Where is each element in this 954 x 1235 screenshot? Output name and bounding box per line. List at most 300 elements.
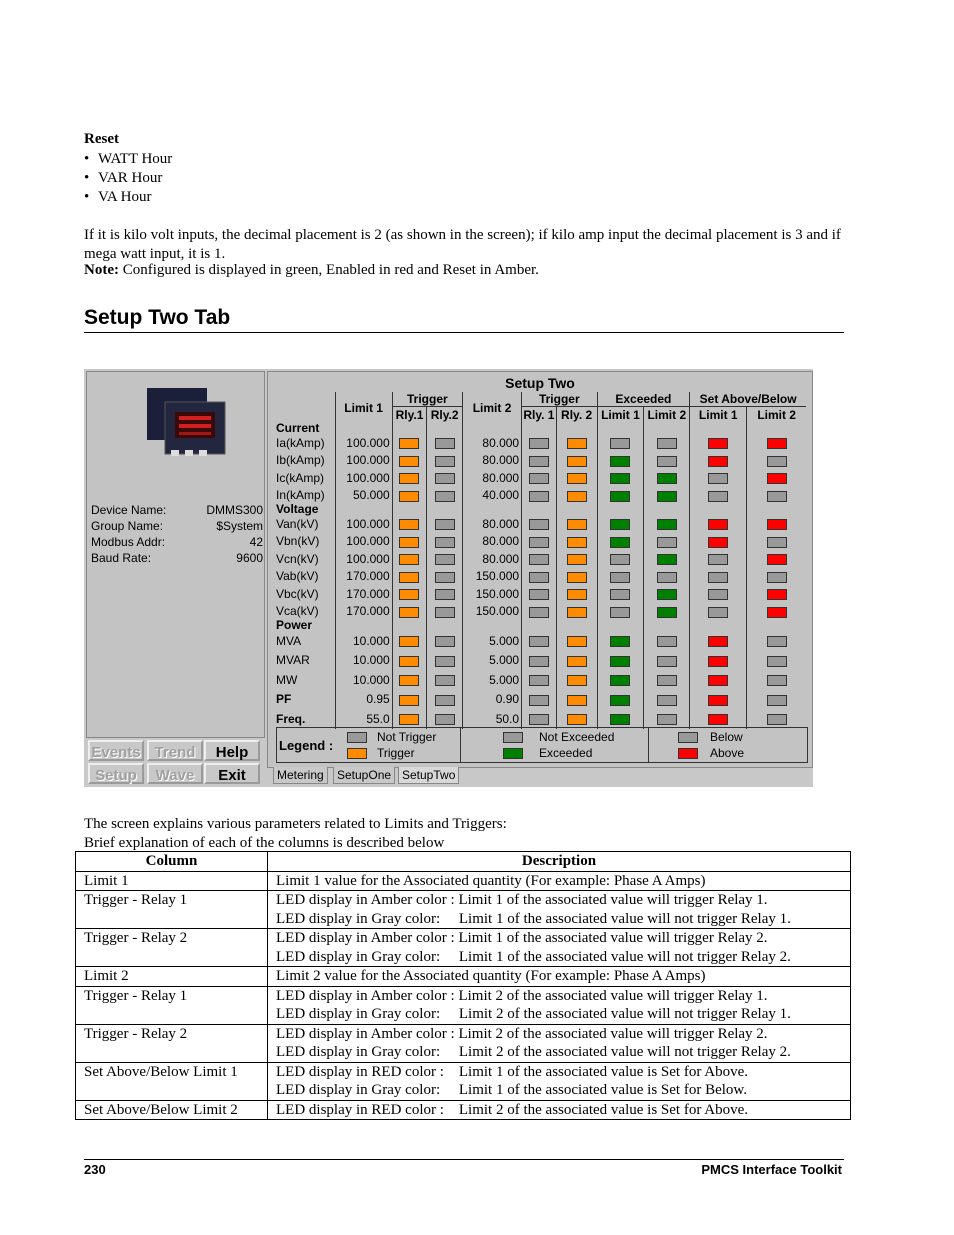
header-exc-limit2: Limit 2 [644, 407, 690, 424]
status-led [435, 695, 455, 706]
group-label: Voltage [276, 502, 319, 516]
grid-cell [462, 620, 521, 631]
row-label: MVAR [276, 653, 310, 668]
led-cell [392, 603, 427, 621]
legend-exceeded: Exceeded [539, 746, 593, 760]
table-row [76, 871, 851, 891]
limit1-value: 170.000 [335, 568, 392, 586]
description-line: LED display in Amber color : Limit 2 of the associated value will trigger Relay 1. [276, 987, 768, 1004]
status-led [610, 607, 630, 618]
header-limit1: Limit 1 [335, 392, 392, 423]
led-cell [690, 631, 747, 651]
status-led [610, 438, 630, 449]
description-line: LED display in Gray color: Limit 1 of the associated value will not trigger Relay 1. [276, 910, 791, 927]
tab-setupone[interactable]: SetupOne [333, 767, 395, 784]
status-led [610, 537, 630, 548]
status-led [708, 456, 728, 467]
row-label: Freq. [276, 711, 306, 726]
status-led [529, 607, 549, 618]
status-led [399, 554, 419, 565]
led-cell [427, 690, 463, 710]
setup-button[interactable]: Setup [88, 763, 144, 784]
footer-rule [84, 1159, 844, 1160]
led-cell [597, 434, 644, 452]
list-item: • VAR Hour [84, 169, 172, 188]
limit2-value: 50.0 [462, 709, 521, 729]
status-led [657, 491, 677, 502]
column-cell: Trigger - Relay 2 [76, 1024, 268, 1062]
led-cell [556, 631, 597, 651]
led-cell [427, 631, 463, 651]
status-led [657, 456, 677, 467]
status-led [529, 572, 549, 583]
legend-trigger: Trigger [377, 746, 415, 760]
led-cell [690, 603, 747, 621]
status-led [767, 572, 787, 583]
led-cell [747, 550, 806, 568]
row-label: In(kAmp) [276, 488, 325, 503]
limit2-value: 150.000 [462, 585, 521, 603]
status-led [399, 572, 419, 583]
legend-led-gray-3 [678, 732, 698, 743]
led-cell [690, 550, 747, 568]
status-led [708, 491, 728, 502]
description-line: LED display in Gray color: Limit 2 of the associated value will not trigger Relay 2. [276, 1044, 791, 1060]
column-cell: Trigger - Relay 1 [76, 986, 268, 1024]
led-cell [556, 603, 597, 621]
status-led [610, 519, 630, 530]
limit1-value: 10.000 [335, 670, 392, 690]
led-cell [644, 690, 690, 710]
status-led [708, 695, 728, 706]
help-button[interactable]: Help [204, 740, 260, 761]
status-led [610, 572, 630, 583]
description-cell [268, 929, 851, 967]
status-led [767, 491, 787, 502]
led-cell [597, 550, 644, 568]
status-led [767, 675, 787, 686]
legend-above: Above [710, 746, 745, 760]
description-line: LED display in Amber color : Limit 1 of the associated value will trigger Relay 2. [276, 930, 768, 946]
led-cell [556, 550, 597, 568]
grid-cell [462, 423, 521, 434]
status-led [708, 473, 728, 484]
led-cell [597, 670, 644, 690]
table-row [276, 568, 806, 586]
status-led [399, 456, 419, 467]
status-led [657, 675, 677, 686]
led-cell [747, 434, 806, 452]
status-led [567, 714, 587, 725]
status-led [529, 491, 549, 502]
status-led [767, 589, 787, 600]
legend-not-trigger: Not Trigger [377, 730, 437, 744]
led-cell [427, 550, 463, 568]
grid-cell [522, 504, 557, 515]
description-cell [268, 1100, 851, 1120]
status-led [567, 636, 587, 647]
led-cell [597, 651, 644, 671]
grid-cell [522, 620, 557, 631]
description-cell [268, 986, 851, 1024]
led-cell [392, 515, 427, 533]
limit2-value: 80.000 [462, 469, 521, 487]
description-line: LED display in Amber color : Limit 1 of the associated value will trigger Relay 1. [276, 892, 768, 908]
led-cell [644, 487, 690, 505]
status-led [399, 636, 419, 647]
status-led [529, 537, 549, 548]
grid-cell [427, 620, 463, 631]
legend-below: Below [710, 730, 743, 744]
status-led [529, 636, 549, 647]
header-trigger-1: Trigger [392, 392, 462, 407]
led-cell [747, 533, 806, 551]
grid-cell [597, 423, 644, 434]
status-led [435, 554, 455, 565]
meter-device-image [141, 382, 229, 462]
status-led [657, 473, 677, 484]
led-cell [427, 670, 463, 690]
status-led [529, 656, 549, 667]
legend-led-gray-2 [503, 732, 523, 743]
led-cell [644, 550, 690, 568]
status-led [657, 519, 677, 530]
led-cell [522, 550, 557, 568]
status-led [767, 695, 787, 706]
status-led [435, 675, 455, 686]
status-led [708, 537, 728, 548]
header-rly1b: Rly. 1 [523, 408, 555, 422]
led-cell [522, 515, 557, 533]
section-title: Setup Two Tab [84, 306, 231, 329]
tab-metering[interactable]: Metering [273, 767, 328, 784]
status-led [567, 572, 587, 583]
limit1-value: 100.000 [335, 452, 392, 470]
led-cell [747, 515, 806, 533]
description-line: Limit 2 value for the Associated quantity (For example: Phase A Amps) [276, 968, 706, 984]
description-line: LED display in Gray color: Limit 1 of the associated value is Set for Below. [276, 1082, 748, 1098]
status-led [435, 456, 455, 467]
led-cell [427, 585, 463, 603]
decimal-paragraph: If it is kilo volt inputs, the decimal placement is 2 (as shown in the screen); if kilo amp input the decimal placement is 3 and if mega watt input, it is 1. [84, 227, 841, 262]
led-cell [690, 709, 747, 729]
list-item: • VA Hour [84, 188, 172, 207]
limit2-value: 150.000 [462, 568, 521, 586]
led-cell [597, 533, 644, 551]
status-led [567, 473, 587, 484]
led-cell [644, 515, 690, 533]
led-cell [747, 670, 806, 690]
led-cell [392, 452, 427, 470]
led-cell [522, 452, 557, 470]
status-led [529, 456, 549, 467]
led-cell [392, 651, 427, 671]
limit2-value: 5.000 [462, 670, 521, 690]
led-cell [747, 603, 806, 621]
header-sab-limit1: Limit 1 [690, 407, 747, 424]
status-led [435, 473, 455, 484]
limit1-value: 10.000 [335, 631, 392, 651]
limit2-value: 0.90 [462, 690, 521, 710]
led-cell [392, 568, 427, 586]
table-row [276, 452, 806, 470]
status-led [610, 473, 630, 484]
status-led [529, 675, 549, 686]
led-cell [556, 585, 597, 603]
led-cell [644, 452, 690, 470]
grid-cell [747, 423, 806, 434]
description-line: LED display in RED color : Limit 1 of the associated value is Set for Above. [276, 1063, 748, 1080]
led-cell [644, 469, 690, 487]
column-cell: Set Above/Below Limit 2 [76, 1100, 268, 1120]
led-cell [597, 690, 644, 710]
led-cell [392, 550, 427, 568]
grid-cell [556, 423, 597, 434]
wave-button[interactable]: Wave [147, 763, 203, 784]
status-led [610, 491, 630, 502]
led-cell [522, 690, 557, 710]
led-cell [690, 515, 747, 533]
grid-body [276, 423, 806, 729]
led-cell [556, 690, 597, 710]
led-cell [427, 469, 463, 487]
status-led [767, 554, 787, 565]
table-row [276, 533, 806, 551]
header-rly2: Rly.2 [427, 407, 463, 424]
limit1-value: 0.95 [335, 690, 392, 710]
led-cell [597, 631, 644, 651]
status-led [708, 607, 728, 618]
limit2-value: 40.000 [462, 487, 521, 505]
grid-cell [747, 504, 806, 515]
limit2-value: 80.000 [462, 533, 521, 551]
limit1-value: 100.000 [335, 515, 392, 533]
row-label: Van(kV) [276, 516, 319, 531]
led-cell [690, 469, 747, 487]
table-row [276, 550, 806, 568]
description-line: LED display in Gray color: Limit 2 of the associated value will not trigger Relay 1. [276, 1006, 791, 1022]
list-item: • WATT Hour [84, 150, 172, 169]
table-row [76, 929, 851, 967]
led-cell [644, 631, 690, 651]
status-led [657, 438, 677, 449]
grid-cell [690, 423, 747, 434]
status-led [529, 695, 549, 706]
note-label: Note: [84, 262, 119, 278]
limit1-value: 50.000 [335, 487, 392, 505]
status-led [708, 656, 728, 667]
status-led [767, 456, 787, 467]
status-led [567, 537, 587, 548]
led-cell [522, 568, 557, 586]
grid-cell [462, 504, 521, 515]
reset-heading: Reset [84, 131, 119, 147]
led-cell [690, 487, 747, 505]
column-cell: Limit 1 [76, 871, 268, 891]
status-led [567, 456, 587, 467]
grid-cell [690, 504, 747, 515]
header-set-above-below: Set Above/Below [690, 392, 806, 407]
limit1-value: 100.000 [335, 550, 392, 568]
table-row [276, 651, 806, 671]
grid-cell [597, 504, 644, 515]
description-cell [268, 967, 851, 987]
status-led [767, 636, 787, 647]
events-button[interactable]: Events [88, 740, 144, 761]
grid-cell [522, 423, 557, 434]
led-cell [556, 709, 597, 729]
status-led [435, 607, 455, 618]
baud-rate-label: Baud Rate: [91, 551, 152, 565]
header-rly2b: Rly. 2 [556, 407, 597, 424]
grid-cell [690, 620, 747, 631]
led-cell [597, 709, 644, 729]
led-cell [690, 434, 747, 452]
description-line: Limit 1 value for the Associated quantity (For example: Phase A Amps) [276, 872, 706, 889]
led-cell [427, 651, 463, 671]
status-led [435, 636, 455, 647]
status-led [567, 438, 587, 449]
led-cell [427, 603, 463, 621]
status-led [435, 519, 455, 530]
limit2-value: 150.000 [462, 603, 521, 621]
row-label: Ic(kAmp) [276, 470, 324, 485]
led-cell [644, 603, 690, 621]
row-label: Ib(kAmp) [276, 453, 325, 468]
led-cell [522, 670, 557, 690]
led-cell [522, 533, 557, 551]
trend-button[interactable]: Trend [147, 740, 203, 761]
status-led [708, 589, 728, 600]
led-cell [690, 585, 747, 603]
column-cell: Set Above/Below Limit 1 [76, 1062, 268, 1100]
status-led [529, 714, 549, 725]
header-trigger-2: Trigger [522, 392, 597, 407]
limit2-value: 80.000 [462, 434, 521, 452]
legend-led-amber [347, 748, 367, 759]
led-cell [522, 709, 557, 729]
led-cell [597, 487, 644, 505]
grid-cell [644, 504, 690, 515]
led-cell [747, 585, 806, 603]
led-cell [556, 434, 597, 452]
table-row [276, 631, 806, 651]
device-name-label: Device Name: [91, 503, 167, 517]
description-line: LED display in Amber color : Limit 2 of the associated value will trigger Relay 2. [276, 1025, 768, 1042]
status-led [657, 607, 677, 618]
status-led [567, 519, 587, 530]
grid-cell [392, 620, 427, 631]
status-led [435, 656, 455, 667]
column-description-table [75, 851, 851, 1120]
status-led [567, 656, 587, 667]
group-row [276, 423, 806, 434]
description-cell [268, 871, 851, 891]
limit2-value: 5.000 [462, 651, 521, 671]
device-name-row [91, 502, 263, 518]
device-panel [86, 371, 265, 738]
status-led [435, 491, 455, 502]
table-body [76, 871, 851, 1120]
table-row [276, 515, 806, 533]
table-row [276, 434, 806, 452]
led-cell [392, 585, 427, 603]
status-led [610, 636, 630, 647]
exit-button[interactable]: Exit [204, 763, 260, 784]
led-cell [644, 568, 690, 586]
led-cell [597, 469, 644, 487]
grid-cell [644, 423, 690, 434]
limit2-value: 80.000 [462, 515, 521, 533]
led-cell [522, 631, 557, 651]
status-led [435, 714, 455, 725]
status-led [529, 589, 549, 600]
modbus-addr-row [91, 534, 263, 550]
limit1-value: 100.000 [335, 533, 392, 551]
group-label: Power [276, 618, 313, 632]
status-led [657, 537, 677, 548]
reset-list [84, 150, 172, 207]
grid-cell [392, 423, 427, 434]
led-cell [597, 452, 644, 470]
led-cell [644, 670, 690, 690]
header-exc-limit1: Limit 1 [597, 407, 644, 424]
legend-box [276, 727, 808, 763]
status-led [708, 636, 728, 647]
device-info [91, 502, 263, 566]
page-number: 230 [84, 1162, 106, 1177]
led-cell [556, 487, 597, 505]
status-led [399, 714, 419, 725]
limit1-value: 100.000 [335, 434, 392, 452]
led-cell [427, 452, 463, 470]
led-cell [644, 533, 690, 551]
status-led [435, 537, 455, 548]
status-led [567, 675, 587, 686]
status-led [610, 656, 630, 667]
group-label: Current [276, 421, 320, 435]
tab-setuptwo[interactable]: SetupTwo [398, 767, 459, 784]
table-row [76, 967, 851, 987]
table-row [76, 1024, 851, 1062]
limit1-value: 10.000 [335, 651, 392, 671]
led-cell [392, 434, 427, 452]
row-label: Vbc(kV) [276, 586, 319, 601]
status-led [767, 656, 787, 667]
status-led [399, 519, 419, 530]
led-cell [427, 515, 463, 533]
status-led [529, 473, 549, 484]
led-cell [427, 533, 463, 551]
led-cell [522, 603, 557, 621]
limit2-value: 5.000 [462, 631, 521, 651]
status-led [529, 519, 549, 530]
status-led [399, 607, 419, 618]
status-led [399, 537, 419, 548]
legend-led-red [678, 748, 698, 759]
led-cell [747, 487, 806, 505]
table-row [276, 709, 806, 729]
modbus-addr-label: Modbus Addr: [91, 535, 166, 549]
led-cell [644, 709, 690, 729]
led-cell [690, 690, 747, 710]
led-cell [392, 690, 427, 710]
led-cell [747, 631, 806, 651]
status-led [567, 607, 587, 618]
status-led [399, 675, 419, 686]
led-cell [747, 651, 806, 671]
grid-cell [644, 620, 690, 631]
